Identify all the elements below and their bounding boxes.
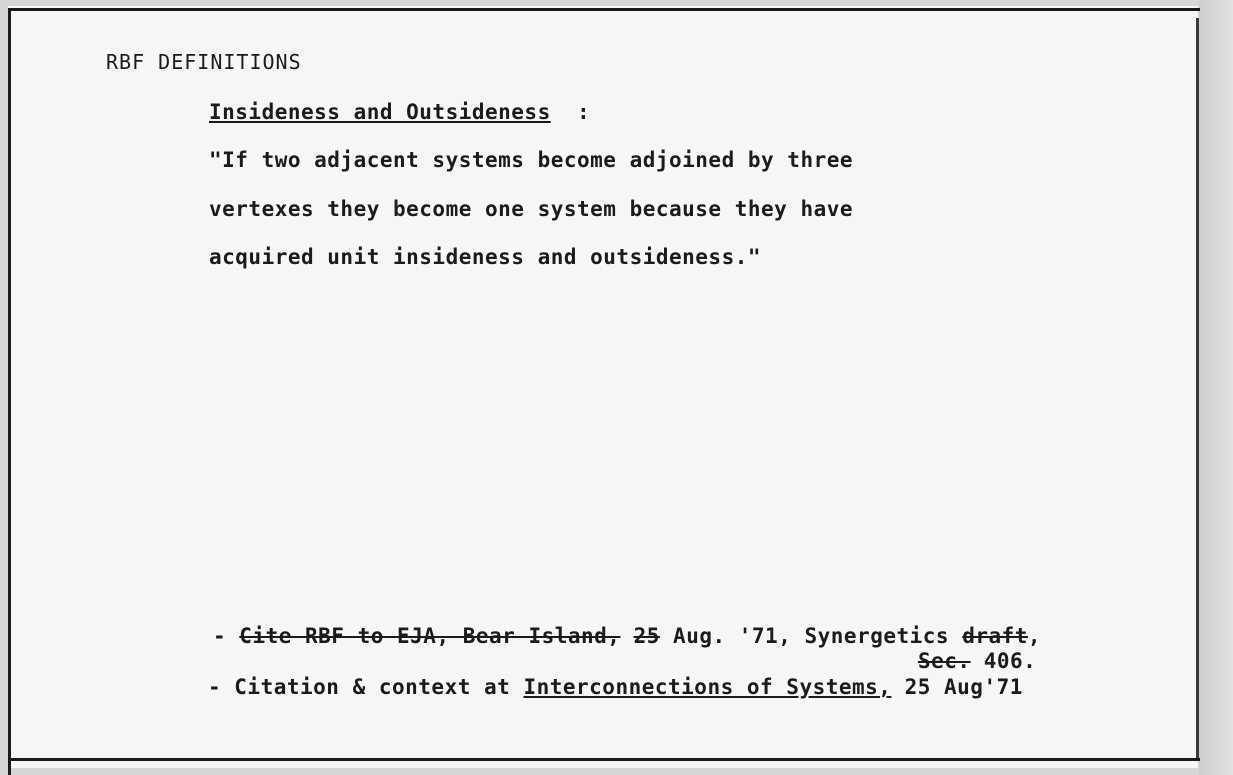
struck-draft: draft [962, 624, 1028, 648]
citation-line-1b [918, 649, 1036, 673]
definition-term: Insideness and Outsideness [209, 100, 551, 124]
section-number: 406. [970, 649, 1037, 673]
card-right-border [1196, 18, 1199, 758]
interconnections-link[interactable]: Interconnections of Systems, [523, 675, 892, 699]
citation-comma: , [1027, 624, 1042, 648]
struck-citation: Cite RBF to EJA, Bear Island, [239, 624, 621, 648]
citation-suffix: 25 Aug'71 [891, 675, 1023, 699]
struck-sec: Sec. [918, 649, 971, 673]
citation-line-2 [208, 675, 1023, 699]
definition-term-colon: : [577, 100, 590, 124]
struck-date: 25 [633, 624, 660, 648]
card-top-border [8, 8, 1200, 11]
quote-line-2: vertexes they become one system because they have [209, 197, 854, 221]
card-left-border [8, 8, 11, 775]
card-heading: RBF DEFINITIONS [106, 50, 302, 74]
citation-text: Aug. '71, Synergetics [659, 624, 963, 648]
card-bottom-border [8, 758, 1200, 761]
citation-line-1 [213, 624, 1041, 648]
quote-line-3: acquired unit insideness and outsideness." [209, 245, 762, 269]
citation-prefix: - Citation & context at [208, 675, 524, 699]
quote-line-1: "If two adjacent systems become adjoined by three [209, 148, 854, 172]
page-edge-shadow [1199, 0, 1233, 775]
citation-dash: - [213, 624, 240, 648]
